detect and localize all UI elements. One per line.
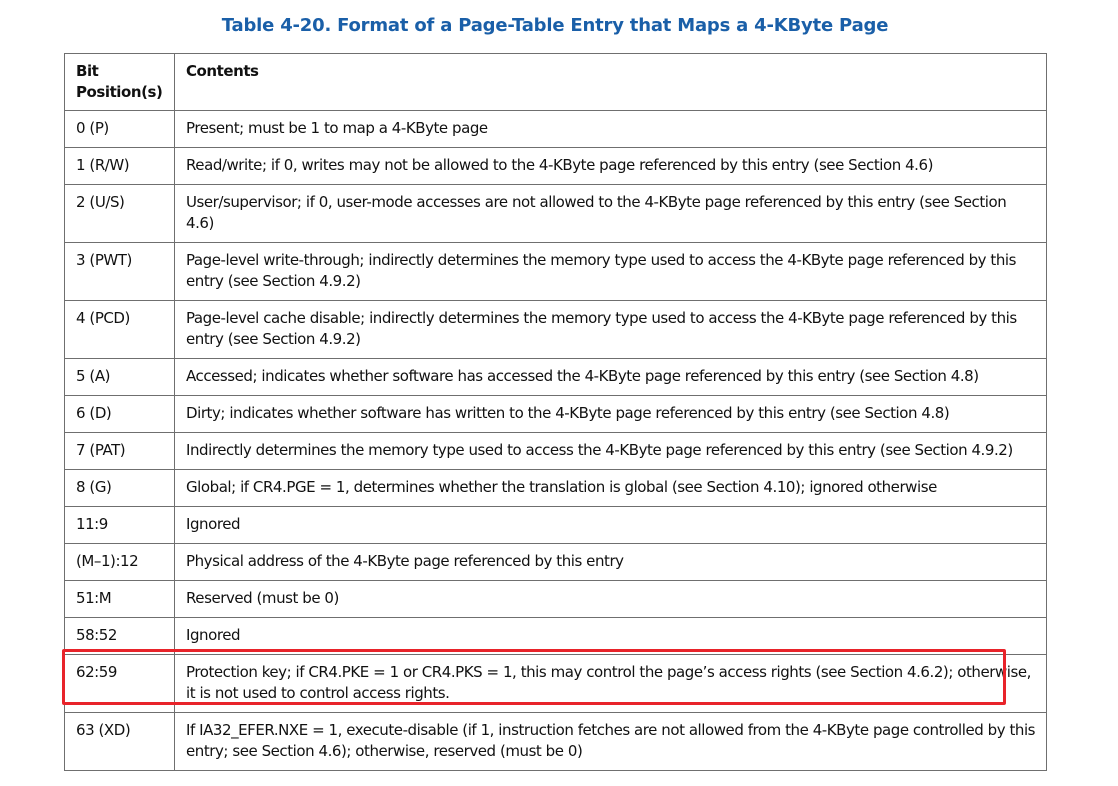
table-header-row <box>65 54 1047 111</box>
bit-position-cell: 3 (PWT) <box>65 243 175 301</box>
contents-cell: Ignored <box>175 507 1047 544</box>
bit-position-cell: 2 (U/S) <box>65 185 175 243</box>
contents-cell: Protection key; if CR4.PKE = 1 or CR4.PKS = 1, this may control the page’s access rights (see Section 4.6.2); otherwise, it is not used to control access rights. <box>175 655 1047 713</box>
bit-position-cell: 58:52 <box>65 618 175 655</box>
contents-cell: Accessed; indicates whether software has accessed the 4-KByte page referenced by this entry (see Section 4.8) <box>175 359 1047 396</box>
contents-cell: User/supervisor; if 0, user-mode accesses are not allowed to the 4-KByte page referenced by this entry (see Section 4.6) <box>175 185 1047 243</box>
bit-position-cell: 4 (PCD) <box>65 301 175 359</box>
table-row <box>65 581 1047 618</box>
table-row <box>65 396 1047 433</box>
table-row <box>65 243 1047 301</box>
table-row <box>65 470 1047 507</box>
contents-cell: If IA32_EFER.NXE = 1, execute-disable (if 1, instruction fetches are not allowed from the 4-KByte page controlled by this entry; see Section 4.6); otherwise, reserved (must be 0) <box>175 713 1047 771</box>
contents-cell: Ignored <box>175 618 1047 655</box>
table-row <box>65 713 1047 771</box>
contents-cell: Global; if CR4.PGE = 1, determines whether the translation is global (see Section 4.10); ignored otherwise <box>175 470 1047 507</box>
column-header-bit-positions: Bit Position(s) <box>65 54 175 111</box>
bit-position-cell: 0 (P) <box>65 111 175 148</box>
bit-position-cell: 51:M <box>65 581 175 618</box>
table-row <box>65 433 1047 470</box>
table-row <box>65 148 1047 185</box>
contents-cell: Reserved (must be 0) <box>175 581 1047 618</box>
bit-position-cell: 5 (A) <box>65 359 175 396</box>
bit-position-cell: 8 (G) <box>65 470 175 507</box>
table-row <box>65 618 1047 655</box>
contents-cell: Indirectly determines the memory type used to access the 4-KByte page referenced by this entry (see Section 4.9.2) <box>175 433 1047 470</box>
bit-position-cell: 7 (PAT) <box>65 433 175 470</box>
contents-cell: Dirty; indicates whether software has written to the 4-KByte page referenced by this entry (see Section 4.8) <box>175 396 1047 433</box>
contents-cell: Page-level write-through; indirectly determines the memory type used to access the 4-KByte page referenced by this entry (see Section 4.9.2) <box>175 243 1047 301</box>
bit-position-cell: 1 (R/W) <box>65 148 175 185</box>
table-title: Table 4-20. Format of a Page-Table Entry that Maps a 4-KByte Page <box>221 15 889 36</box>
contents-cell: Read/write; if 0, writes may not be allowed to the 4-KByte page referenced by this entry (see Section 4.6) <box>175 148 1047 185</box>
table-row <box>65 544 1047 581</box>
table-row <box>65 507 1047 544</box>
bit-position-cell: 63 (XD) <box>65 713 175 771</box>
table-row <box>65 185 1047 243</box>
contents-cell: Page-level cache disable; indirectly determines the memory type used to access the 4-KByte page referenced by this entry (see Section 4.9.2) <box>175 301 1047 359</box>
table-row <box>65 301 1047 359</box>
bit-position-cell: (M–1):12 <box>65 544 175 581</box>
bit-position-cell: 11:9 <box>65 507 175 544</box>
page-table-entry-format-table <box>64 53 1047 771</box>
bit-position-cell: 6 (D) <box>65 396 175 433</box>
table-row <box>65 359 1047 396</box>
contents-cell: Physical address of the 4-KByte page referenced by this entry <box>175 544 1047 581</box>
bit-position-cell: 62:59 <box>65 655 175 713</box>
table-row-protection-key <box>65 655 1047 713</box>
contents-cell: Present; must be 1 to map a 4-KByte page <box>175 111 1047 148</box>
table-row <box>65 111 1047 148</box>
column-header-contents: Contents <box>175 54 1047 111</box>
